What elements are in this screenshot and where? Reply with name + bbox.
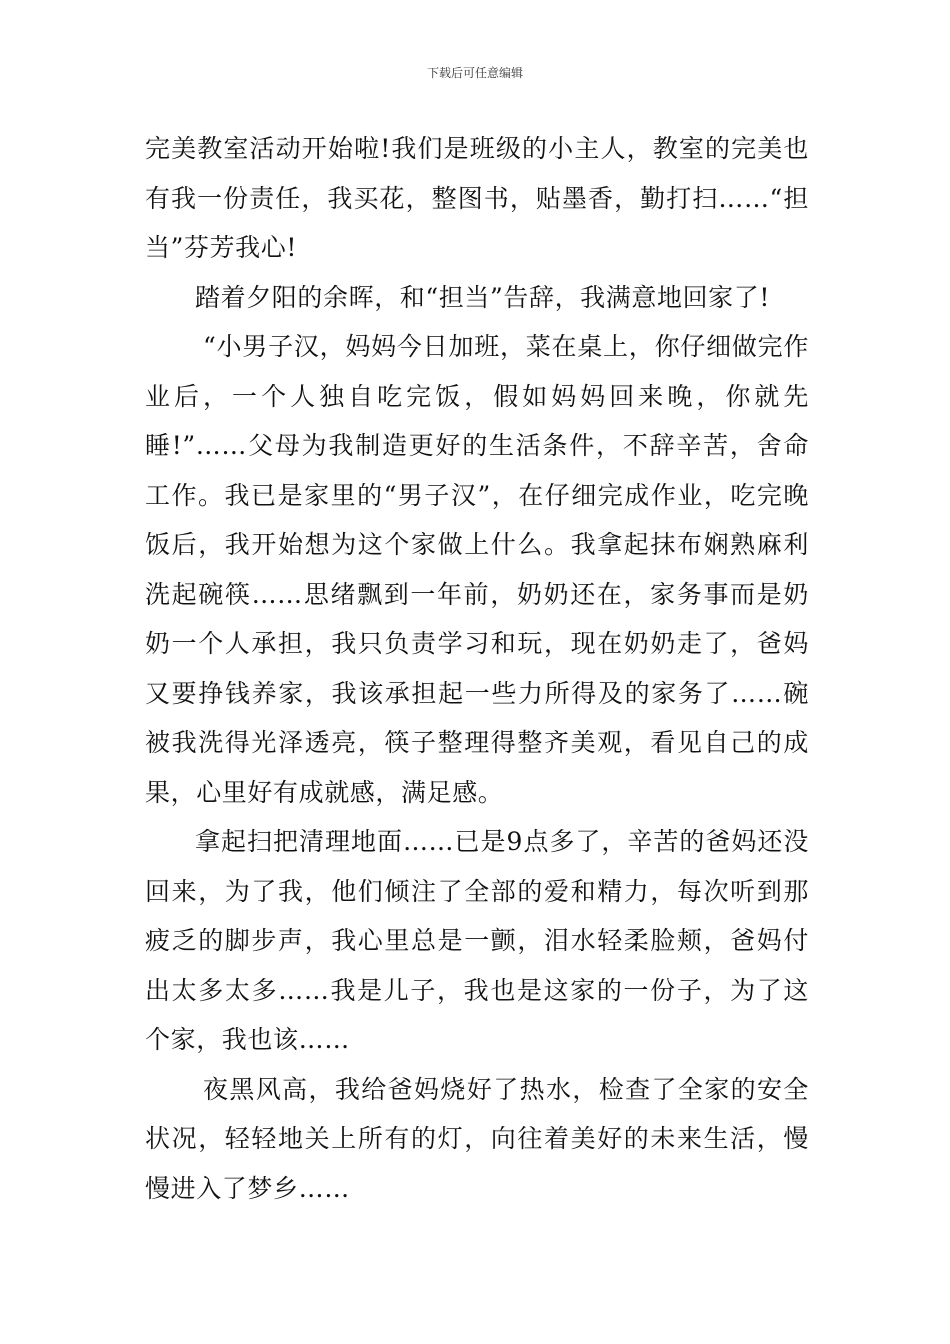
paragraph: “小男子汉，妈妈今日加班，菜在桌上，你仔细做完作业后，一个人独自吃完饭，假如妈妈回来晚，你就先睡!”……父母为我制造更好的生活条件，不辞辛苦，舍命工作。我已是家里的“男子汉”，在仔细完成作业，吃完晚饭后，我开始想为这个家做上什么。我拿起抹布娴熟麻利洗起碗筷……思绪飘到一年前，奶奶还在，家务事而是奶奶一个人承担，我只负责学习和玩，现在奶奶走了，爸妈又要挣钱养家，我该承担起一些力所得及的家务了……碗被我洗得光泽透亮，筷子整理得整齐美观，看见自己的成果，心里好有成就感，满足感。	[145, 332, 809, 807]
paragraph: 夜黑风高，我给爸妈烧好了热水，检查了全家的安全状况，轻轻地关上所有的灯，向往着美好的未来生活，慢慢进入了梦乡……	[145, 1074, 809, 1203]
paragraph: 完美教室活动开始啦!我们是班级的小主人，教室的完美也有我一份责任，我买花，整图书，贴墨香，勤打扫……“担当”芬芳我心!	[145, 134, 809, 262]
page-header: 下载后可任意编辑	[426, 66, 523, 80]
paragraph: 拿起扫把清理地面……已是9点多了，辛苦的爸妈还没回来，为了我，他们倾注了全部的爱和精力，每次听到那疲乏的脚步声，我心里总是一颤，泪水轻柔脸颊，爸妈付出太多太多……我是儿子，我也是这家的一份子，为了这个家，我也该……	[145, 827, 809, 1054]
document-body	[145, 124, 809, 1213]
paragraph: 踏着夕阳的余晖，和“担当”告辞，我满意地回家了!	[195, 282, 771, 312]
